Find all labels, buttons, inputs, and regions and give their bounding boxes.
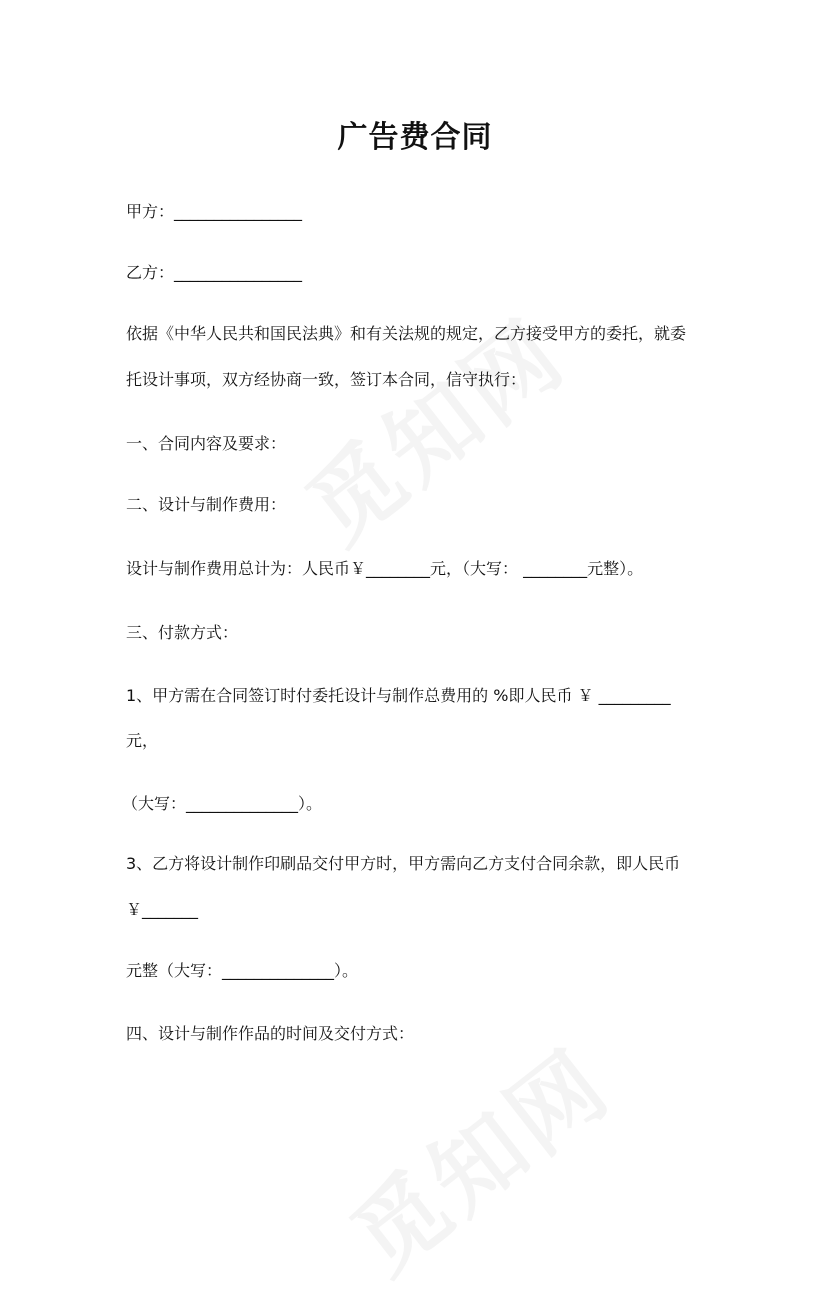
section-heading-payment: 三、付款方式： <box>126 623 239 642</box>
section-heading-contract-content: 一、合同内容及要求： <box>126 434 287 453</box>
section-heading-fees: 二、设计与制作费用： <box>126 495 287 514</box>
payment-clause-3-line-2: ￥_______ <box>126 900 199 919</box>
fee-total-line: 设计与制作费用总计为：人民币￥________元，（大写： ________元整）。 <box>126 559 644 578</box>
party-a-line: 甲方：________________ <box>126 202 303 221</box>
preamble-line-1: 依据《中华人民共和国民法典》和有关法规的规定，乙方接受甲方的委托，就委 <box>126 324 687 343</box>
document-title: 广告费合同 <box>337 120 493 155</box>
watermark <box>321 1013 634 1298</box>
payment-clause-1-line-3: （大写：______________）。 <box>122 794 323 813</box>
payment-clause-1-line-2: 元， <box>126 731 159 750</box>
section-heading-delivery: 四、设计与制作作品的时间及交付方式： <box>126 1024 415 1043</box>
party-b-line: 乙方：________________ <box>126 263 303 282</box>
preamble-line-2: 托设计事项，双方经协商一致，签订本合同，信守执行： <box>126 370 527 389</box>
payment-clause-3-line-1: 3、乙方将设计制作印刷品交付甲方时，甲方需向乙方支付合同余款，即人民币 <box>126 854 681 873</box>
payment-clause-3-line-3: 元整（大写：______________）。 <box>126 961 359 980</box>
payment-clause-1-line-1: 1、甲方需在合同签订时付委托设计与制作总费用的 %即人民币 ￥ _________ <box>126 686 671 705</box>
